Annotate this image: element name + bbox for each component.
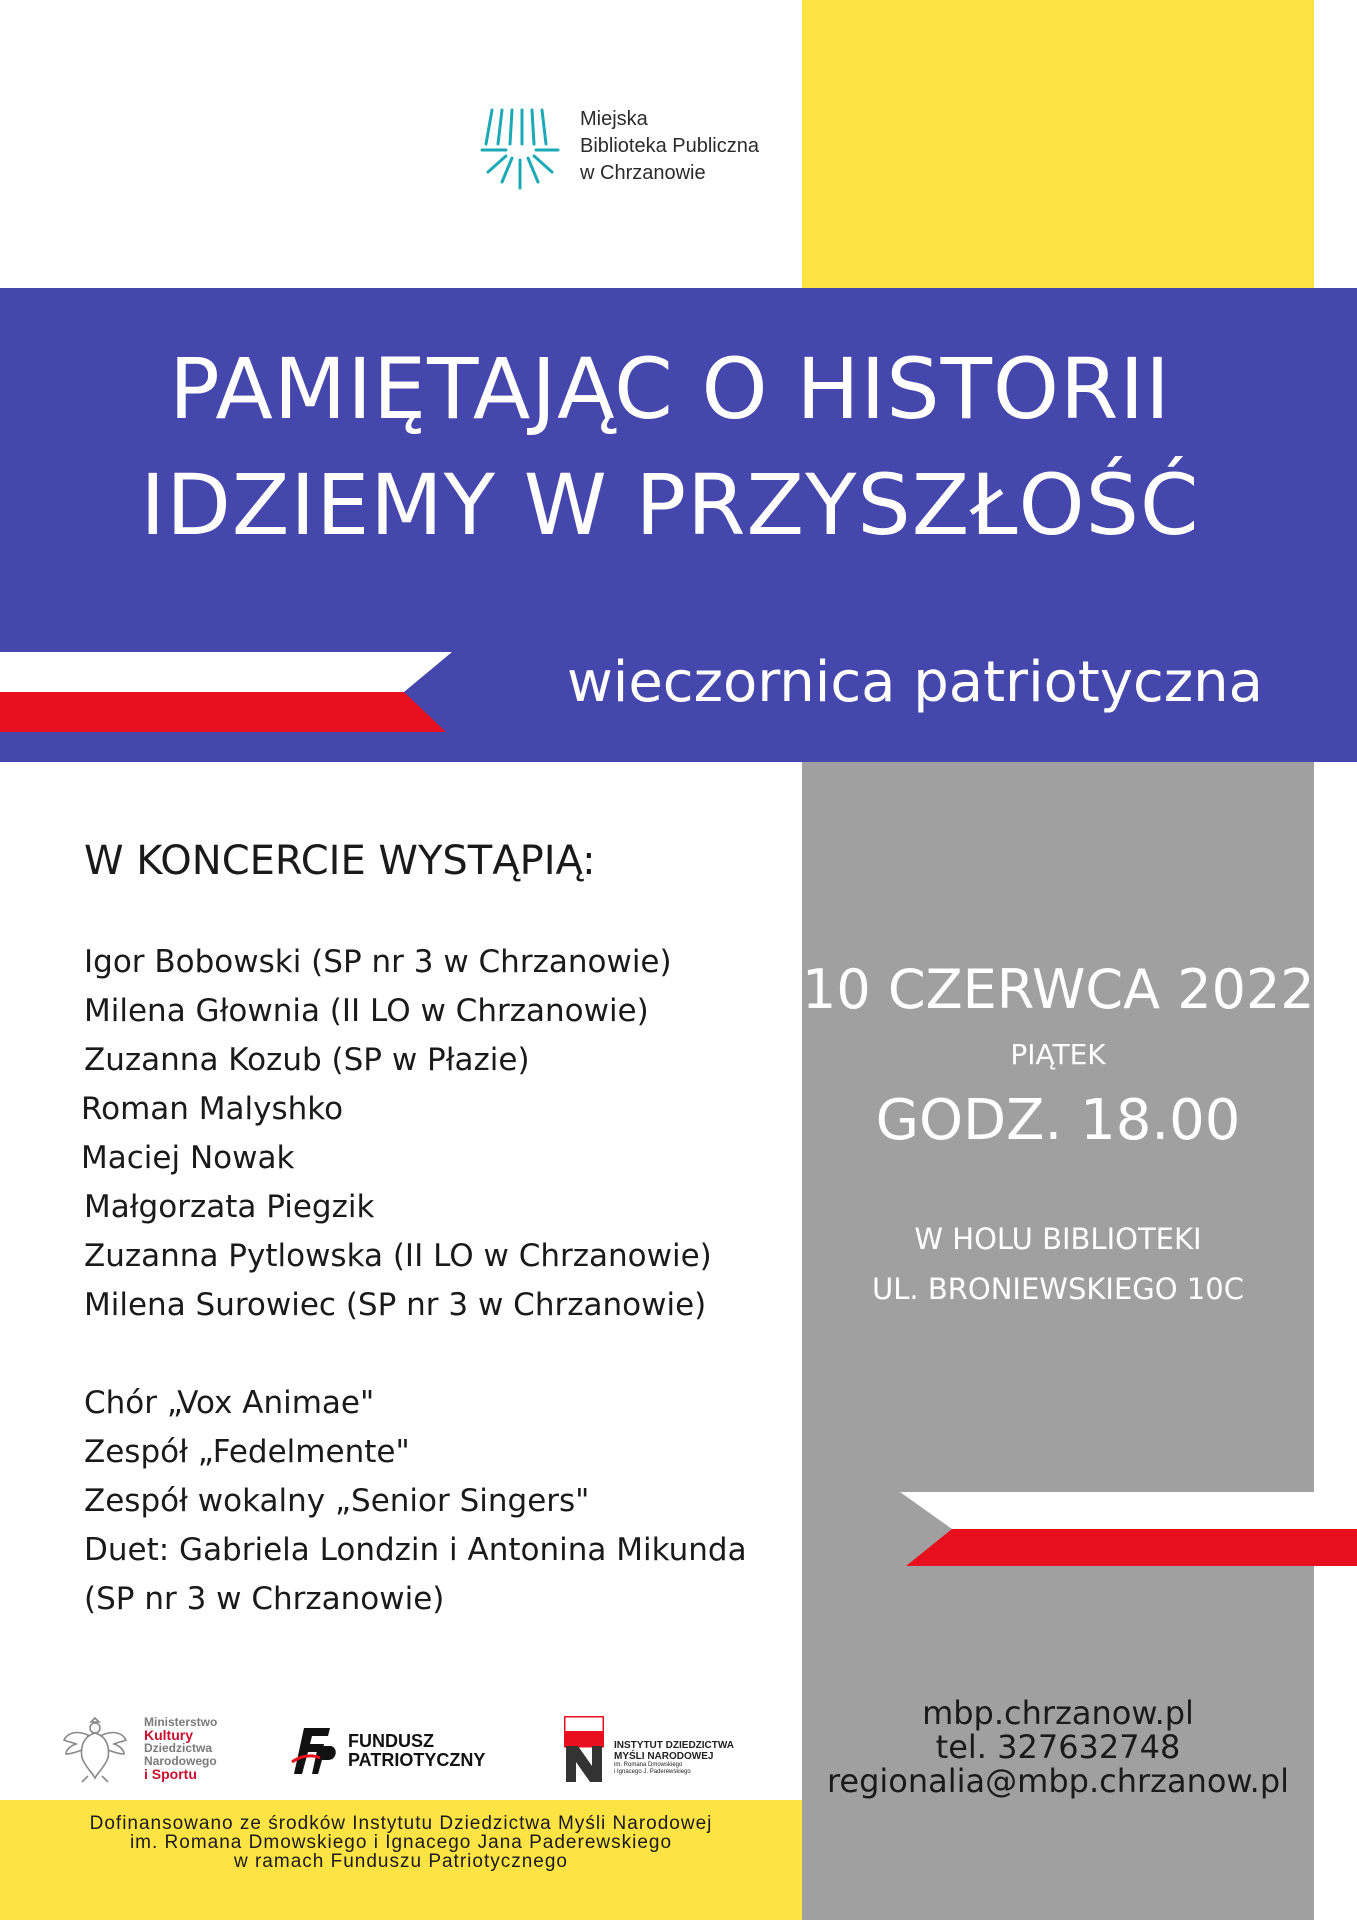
contact-phone[interactable]: tel. 327632748 xyxy=(935,1728,1181,1766)
funding-note-line: w ramach Funduszu Patriotycznego xyxy=(233,1851,569,1872)
institute-line: im. Romana Dmowskiego xyxy=(614,1762,683,1768)
group-item: Chór „Vox Animae" xyxy=(84,1385,375,1421)
ministry-logo-text xyxy=(144,1716,217,1781)
event-venue-line-2: UL. BRONIEWSKIEGO 10C xyxy=(872,1272,1244,1306)
polish-flag-ribbon-icon xyxy=(900,1492,1357,1566)
performer-item: Zuzanna Pytlowska (II LO w Chrzanowie) xyxy=(84,1238,712,1274)
performer-item: Roman Malyshko xyxy=(81,1091,344,1127)
library-name-line: w Chrzanowie xyxy=(580,162,706,184)
institute-logo-text xyxy=(614,1740,734,1776)
yellow-top-block xyxy=(802,0,1314,290)
performer-item: Milena Surowiec (SP nr 3 w Chrzanowie) xyxy=(84,1287,707,1323)
group-item: Duet: Gabriela Londzin i Antonina Mikunda xyxy=(84,1532,747,1568)
fund-line: PATRIOTYCZNY xyxy=(348,1750,486,1770)
performer-item: Maciej Nowak xyxy=(81,1140,295,1176)
funding-note-line: Dofinansowano ze środków Instytutu Dziedzictwa Myśli Narodowej xyxy=(89,1813,713,1834)
performer-item: Zuzanna Kozub (SP w Płazie) xyxy=(84,1042,530,1078)
library-name xyxy=(580,106,759,187)
ministry-line: Dziedzictwa xyxy=(144,1741,213,1755)
ministry-line: i Sportu xyxy=(144,1766,197,1782)
fund-line: FUNDUSZ xyxy=(348,1731,434,1751)
library-name-line: Biblioteka Publiczna xyxy=(580,135,759,157)
group-item: (SP nr 3 w Chrzanowie) xyxy=(84,1581,445,1617)
institute-line: i Ignacego J. Paderewskiego xyxy=(614,1769,691,1775)
fund-logo-text xyxy=(348,1732,485,1770)
page-title-line-2: IDZIEMY W PRZYSZŁOŚĆ xyxy=(140,456,1200,554)
ministry-line: Ministerstwo xyxy=(144,1715,218,1729)
event-subtitle: wieczornica patriotyczna xyxy=(566,650,1263,715)
ministry-line: Narodowego xyxy=(144,1754,217,1768)
event-weekday: PIĄTEK xyxy=(1010,1038,1106,1071)
group-item: Zespół „Fedelmente" xyxy=(84,1434,410,1470)
contact-email[interactable]: regionalia@mbp.chrzanow.pl xyxy=(826,1762,1290,1800)
performers-heading: W KONCERCIE WYSTĄPIĄ: xyxy=(84,838,596,884)
performer-item: Milena Głownia (II LO w Chrzanowie) xyxy=(84,993,649,1029)
institute-line: MYŚLI NARODOWEJ xyxy=(614,1751,714,1762)
event-date: 10 CZERWCA 2022 xyxy=(802,958,1315,1021)
polish-eagle-icon xyxy=(62,1712,128,1784)
performer-item: Igor Bobowski (SP nr 3 w Chrzanowie) xyxy=(84,944,672,980)
group-item: Zespół wokalny „Senior Singers" xyxy=(84,1483,590,1519)
fp-logo-icon xyxy=(290,1722,338,1778)
idmn-logo-icon xyxy=(564,1716,604,1782)
library-name-line: Miejska xyxy=(580,108,648,130)
event-time: GODZ. 18.00 xyxy=(875,1088,1241,1153)
performer-item: Małgorzata Piegzik xyxy=(84,1189,375,1225)
event-venue-line-1: W HOLU BIBLIOTEKI xyxy=(914,1222,1202,1256)
library-book-sun-icon xyxy=(480,106,560,192)
ministry-line: Kultury xyxy=(144,1727,193,1743)
polish-flag-ribbon-icon xyxy=(0,652,452,732)
contact-website[interactable]: mbp.chrzanow.pl xyxy=(922,1694,1194,1732)
funding-note xyxy=(0,1814,802,1871)
page-title-line-1: PAMIĘTAJĄC O HISTORII xyxy=(169,340,1171,438)
institute-line: INSTYTUT DZIEDZICTWA xyxy=(614,1740,734,1751)
funding-note-line: im. Romana Dmowskiego i Ignacego Jana Paderewskiego xyxy=(129,1832,673,1853)
